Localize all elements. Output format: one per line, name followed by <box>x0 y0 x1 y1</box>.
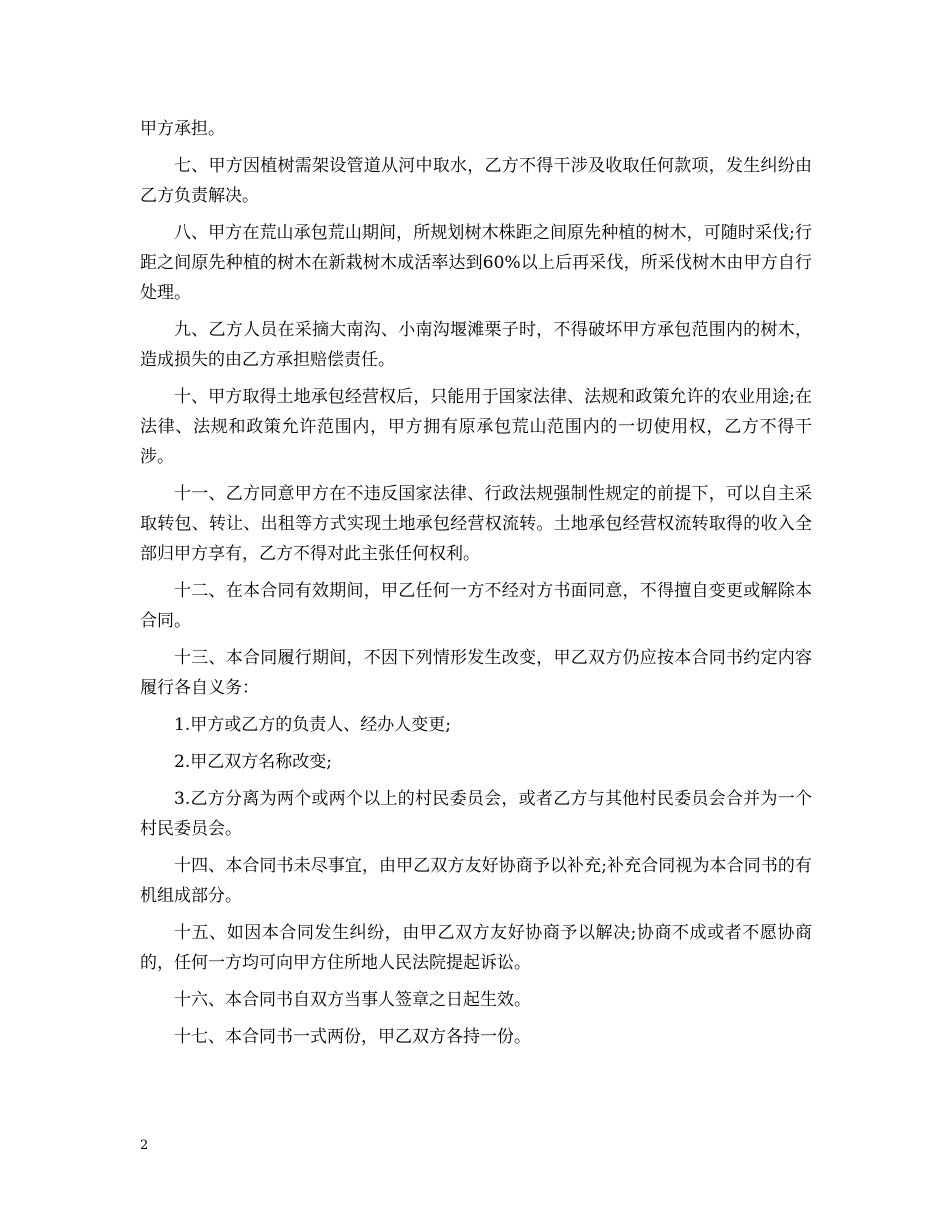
list-item-2: 2.甲乙双方名称改变; <box>174 752 332 772</box>
paragraph-clause-9: 九、乙方人员在采摘大南沟、小南沟堰滩栗子时，不得破坏甲方承包范围内的树木，造成损失的由乙方承担赔偿责任。 <box>140 320 812 370</box>
page-number: 2 <box>140 1138 149 1153</box>
document-body <box>140 114 812 1059</box>
paragraph-continuation: 甲方承担。 <box>140 119 225 139</box>
paragraph-clause-17: 十七、本合同书一式两份，甲乙双方各持一份。 <box>174 1027 531 1047</box>
list-item-3: 3.乙方分离为两个或两个以上的村民委员会，或者乙方与其他村民委员会合并为一个村民委员会。 <box>140 789 812 839</box>
paragraph-clause-16: 十六、本合同书自双方当事人签章之日起生效。 <box>174 990 531 1010</box>
paragraph-clause-13: 十三、本合同履行期间，不因下列情形发生改变，甲乙双方仍应按本合同书约定内容履行各自义务： <box>140 648 812 698</box>
paragraph-clause-12: 十二、在本合同有效期间，甲乙任何一方不经对方书面同意，不得擅自变更或解除本合同。 <box>140 581 812 631</box>
paragraph-clause-14: 十四、本合同书未尽事宜，由甲乙双方友好协商予以补充;补充合同视为本合同书的有机组成部分。 <box>140 856 812 906</box>
paragraph-clause-11: 十一、乙方同意甲方在不违反国家法律、行政法规强制性规定的前提下，可以自主采取转包、转让、出租等方式实现土地承包经营权流转。土地承包经营权流转取得的收入全部归甲方享有，乙方不得对此主张任何权利。 <box>140 484 812 564</box>
paragraph-clause-8: 八、甲方在荒山承包荒山期间，所规划树木株距之间原先种植的树木，可随时采伐;行距之间原先种植的树木在新栽树木成活率达到60%以上后再采伐，所采伐树木由甲方自行处理。 <box>140 223 812 303</box>
paragraph-clause-7: 七、甲方因植树需架设管道从河中取水，乙方不得干涉及收取任何款项，发生纠纷由乙方负责解决。 <box>140 156 812 206</box>
paragraph-clause-15: 十五、如因本合同发生纠纷，由甲乙双方友好协商予以解决;协商不成或者不愿协商的，任何一方均可向甲方住所地人民法院提起诉讼。 <box>140 923 812 973</box>
list-item-1: 1.甲方或乙方的负责人、经办人变更; <box>174 715 451 735</box>
paragraph-clause-10: 十、甲方取得土地承包经营权后，只能用于国家法律、法规和政策允许的农业用途;在法律、法规和政策允许范围内，甲方拥有原承包荒山范围内的一切使用权，乙方不得干涉。 <box>140 387 812 467</box>
